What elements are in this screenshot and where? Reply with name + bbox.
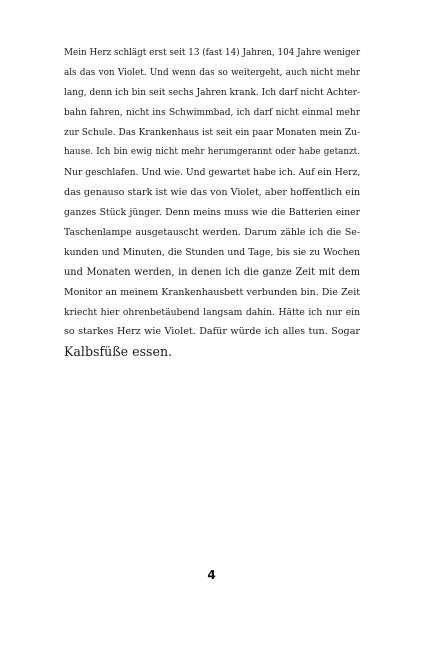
- text-line: Taschenlampe ausgetauscht werden. Darum zähle ich die Se-: [64, 227, 360, 239]
- text-line: Nur geschlafen. Und wie. Und gewartet habe ich. Auf ein Herz,: [64, 167, 361, 179]
- text-line: Mein Herz schlägt erst seit 13 (fast 14) Jahren, 104 Jahre weniger: [64, 48, 361, 58]
- text-line: hause. Ich bin ewig nicht mehr herumgerannt oder habe getanzt.: [64, 147, 360, 158]
- text-line: so starkes Herz wie Violet. Dafür würde ich alles tun. Sogar: [64, 326, 360, 338]
- text-line: Kalbsfüße essen.: [64, 344, 173, 360]
- page-number: 4: [207, 568, 216, 582]
- text-line: lang, denn ich bin seit sechs Jahren krank. Ich darf nicht Achter-: [64, 87, 361, 98]
- text-line: bahn fahren, nicht ins Schwimmbad, ich darf nicht einmal mehr: [64, 107, 360, 118]
- text-line: zur Schule. Das Krankenhaus ist seit ein paar Monaten mein Zu-: [64, 127, 360, 138]
- text-line: kunden und Minuten, die Stunden und Tage, bis sie zu Wochen: [64, 246, 360, 258]
- text-line: Monitor an meinem Krankenhausbett verbunden bin. Die Zeit: [64, 286, 360, 298]
- body-paragraph: [64, 44, 360, 362]
- text-line: ganzes Stück jünger. Denn meins muss wie die Batterien einer: [64, 207, 360, 219]
- text-line: und Monaten werden, in denen ich die ganze Zeit mit dem: [64, 266, 360, 278]
- text-line: als das von Violet. Und wenn das so weitergeht, auch nicht mehr: [64, 67, 360, 78]
- text-line: das genauso stark ist wie das von Violet, aber hoffentlich ein: [64, 187, 361, 199]
- text-line: kriecht hier ohrenbetäubend langsam dahin. Hätte ich nur ein: [64, 306, 360, 318]
